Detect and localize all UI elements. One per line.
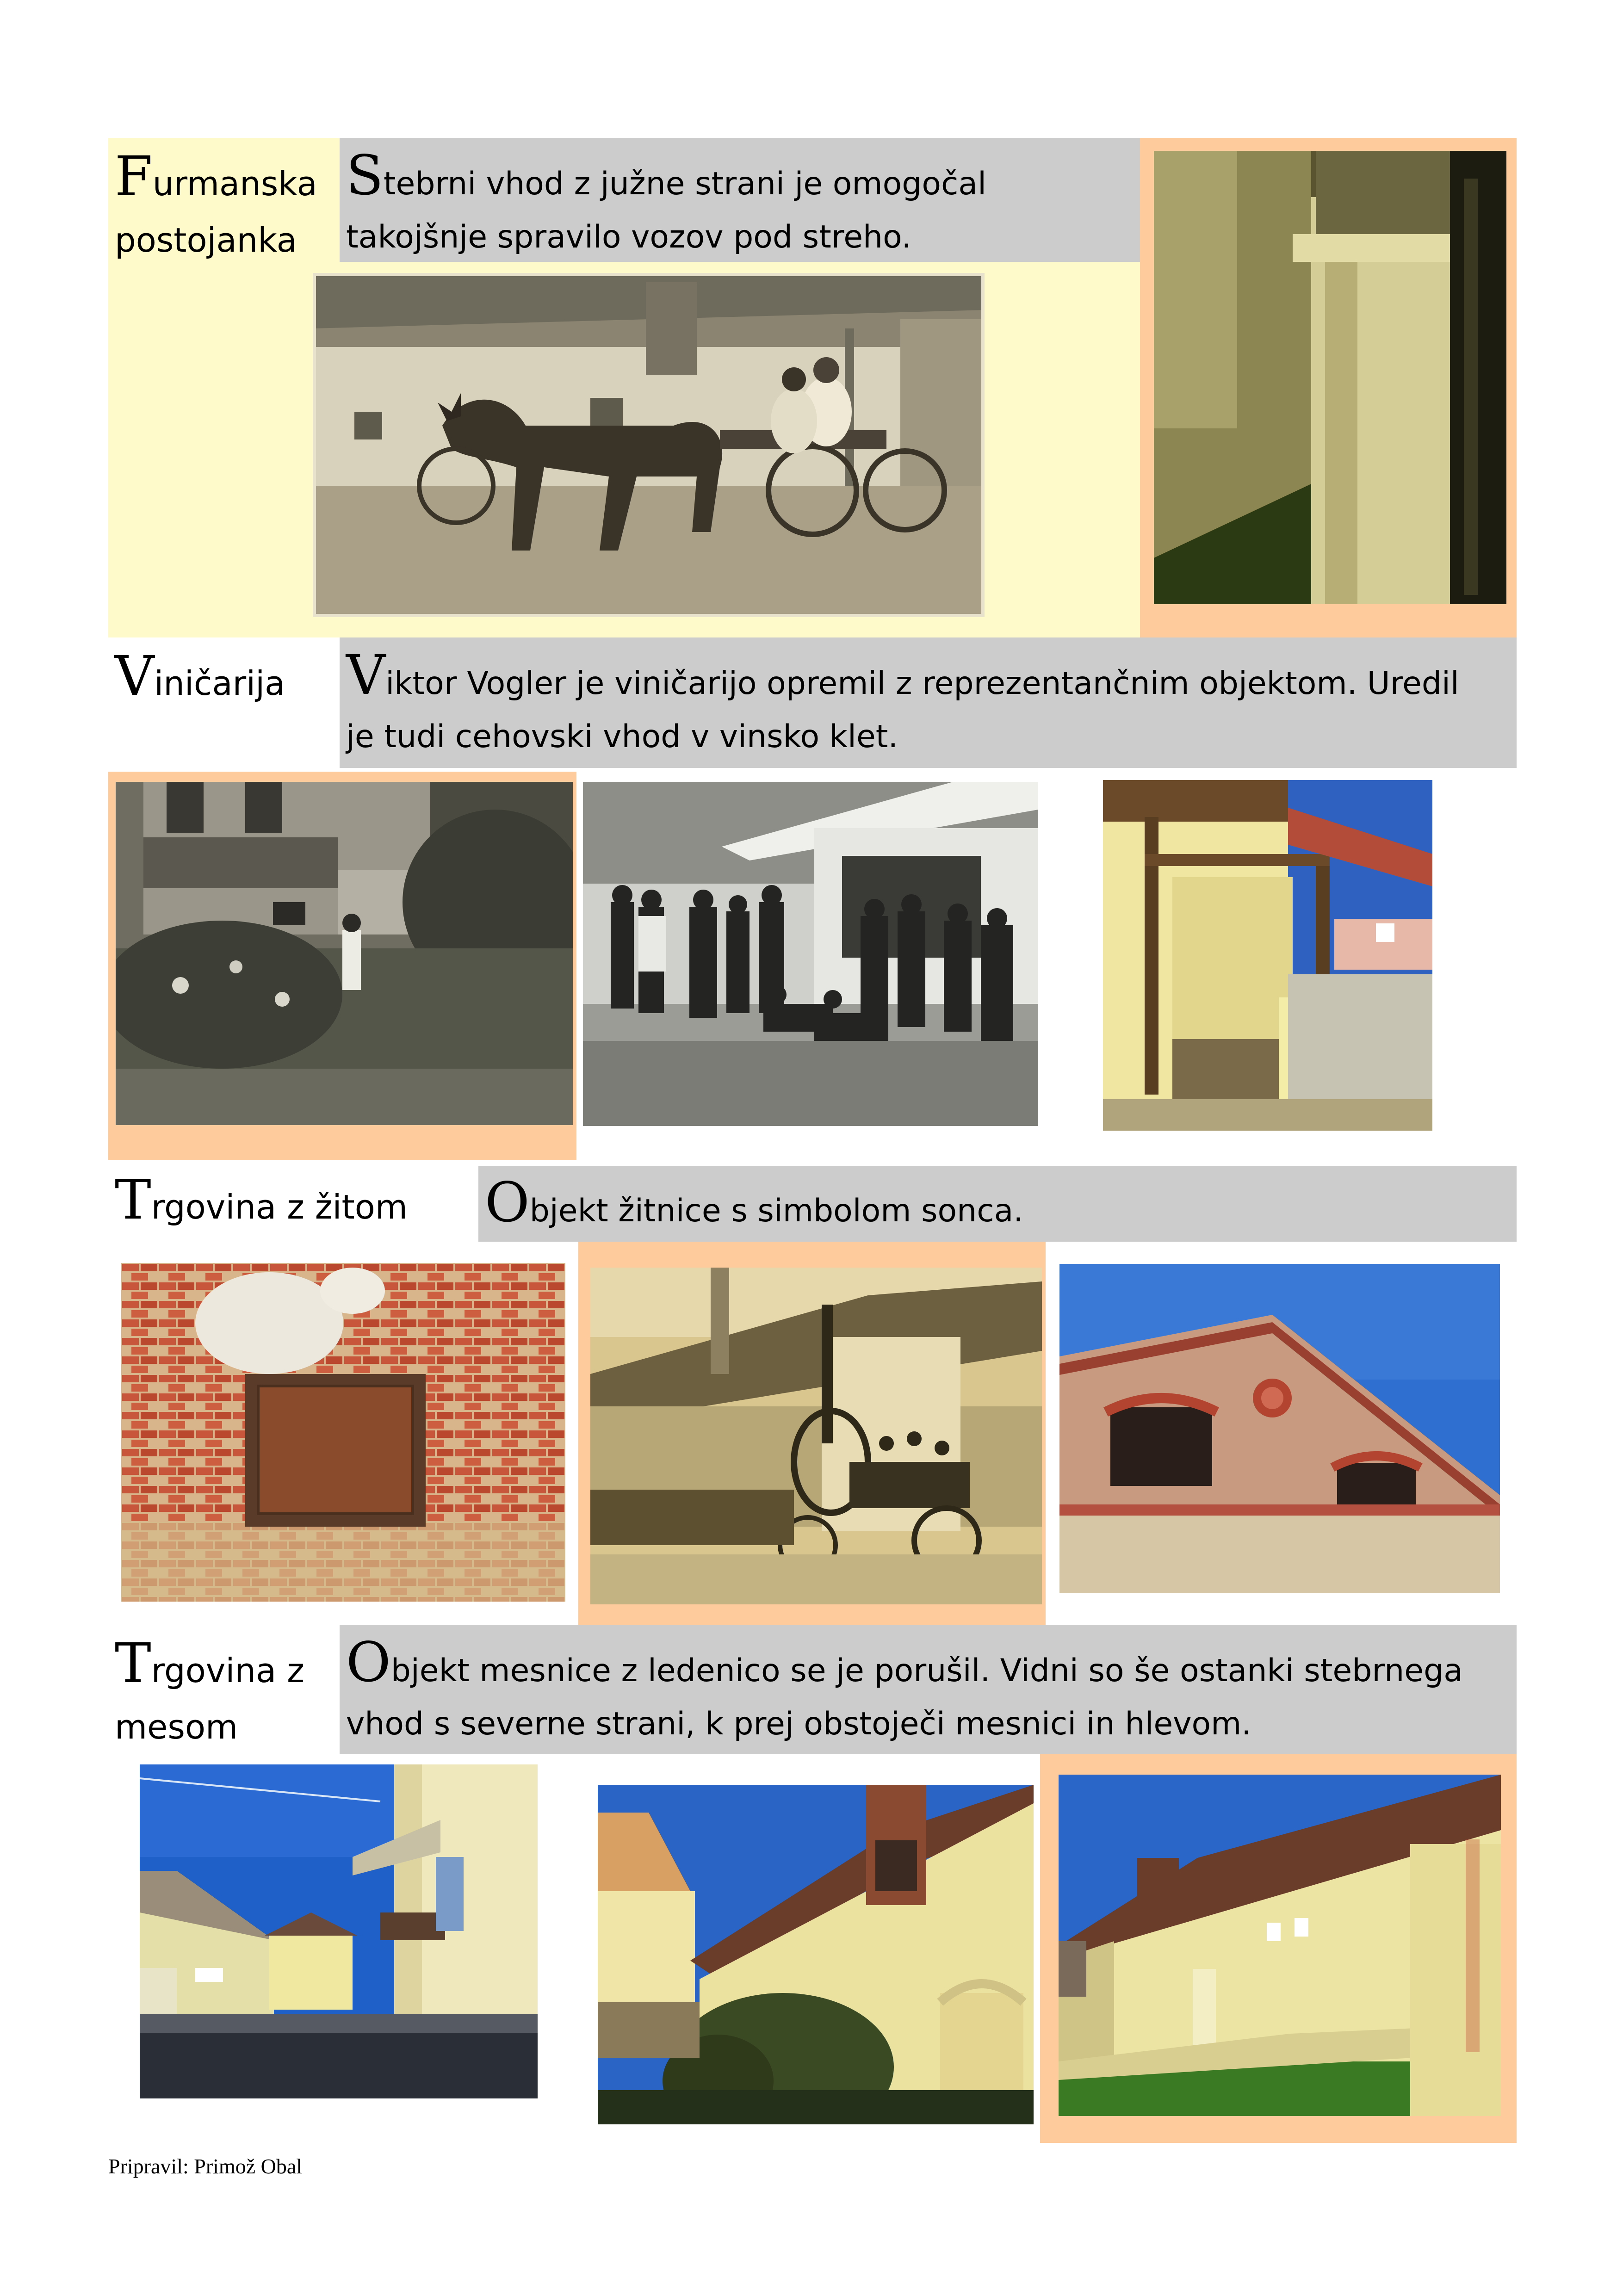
- section4-heading-line2: mesom: [115, 1708, 238, 1746]
- section2-heading-initial: V: [115, 644, 155, 708]
- section3-text-box: [478, 1166, 1517, 1242]
- section4-heading: [115, 1631, 337, 1755]
- section2-text-line1-row: [346, 637, 1510, 712]
- section2-text-line1: iktor Vogler je viničarijo opremil z reprezentančnim objektom. Uredil: [385, 665, 1459, 702]
- section3-text-line1: bjekt žitnice s simbolom sonca.: [529, 1193, 1023, 1229]
- section4-text-line1-row: [346, 1625, 1510, 1699]
- section4-text-box: [340, 1625, 1517, 1754]
- section4-heading-rest: rgovina z: [151, 1651, 304, 1690]
- photo-gable-sun-symbol: [1059, 1264, 1500, 1593]
- section4-heading-initial: T: [115, 1631, 151, 1695]
- photo-group-portrait: [583, 782, 1038, 1126]
- section1-text-line1-row: [346, 138, 1134, 212]
- section2-text-box: [340, 637, 1517, 768]
- section1-heading: [115, 144, 337, 268]
- section3-heading-rest: rgovina z žitom: [151, 1188, 408, 1226]
- section1-text-initial: S: [346, 143, 384, 207]
- section2-heading-rest: iničarija: [154, 664, 285, 703]
- photo-horse-carriage: [313, 273, 985, 617]
- photo-garden-house: [116, 782, 573, 1125]
- section3-text-initial: O: [485, 1170, 530, 1234]
- section3-text-line1-row: [485, 1166, 1510, 1239]
- section1-text-line1: tebrni vhod z južne strani je omogočal: [383, 166, 986, 202]
- section1-heading-line2: postojanka: [115, 221, 297, 260]
- photo-brick-wall-door: [121, 1263, 565, 1602]
- section2-text-line2: je tudi cehovski vhod v vinsko klet.: [346, 718, 898, 755]
- section1-text-box: [340, 138, 1140, 262]
- section1-text-line2: takojšnje spravilo vozov pod streho.: [346, 219, 912, 255]
- section4-text-line2: vhod s severne strani, k prej obstoječi mesnici in hlevom.: [346, 1706, 1251, 1742]
- section1-heading-rest: urmanska: [152, 164, 317, 203]
- section4-text-initial: O: [346, 1630, 391, 1694]
- section1-heading-initial: F: [115, 144, 153, 208]
- section4-text-line1: bjekt mesnice z ledenico se je porušil. Vidni so še ostanki stebrnega: [390, 1652, 1463, 1689]
- photo-building-lawn: [1059, 1775, 1501, 2116]
- footer-author: Pripravil: Primož Obal: [108, 2154, 303, 2178]
- section3-heading-initial: T: [115, 1168, 151, 1232]
- photo-pillar-corner: [1154, 151, 1506, 604]
- section2-heading: [115, 644, 337, 712]
- section2-text-initial: V: [346, 643, 386, 707]
- photo-steam-engine: [590, 1268, 1042, 1604]
- section3-heading: [115, 1168, 494, 1235]
- photo-wooden-porch: [1103, 780, 1432, 1131]
- photo-courtyard-blue-sky: [140, 1764, 538, 2098]
- photo-yard-bushes: [598, 1785, 1034, 2124]
